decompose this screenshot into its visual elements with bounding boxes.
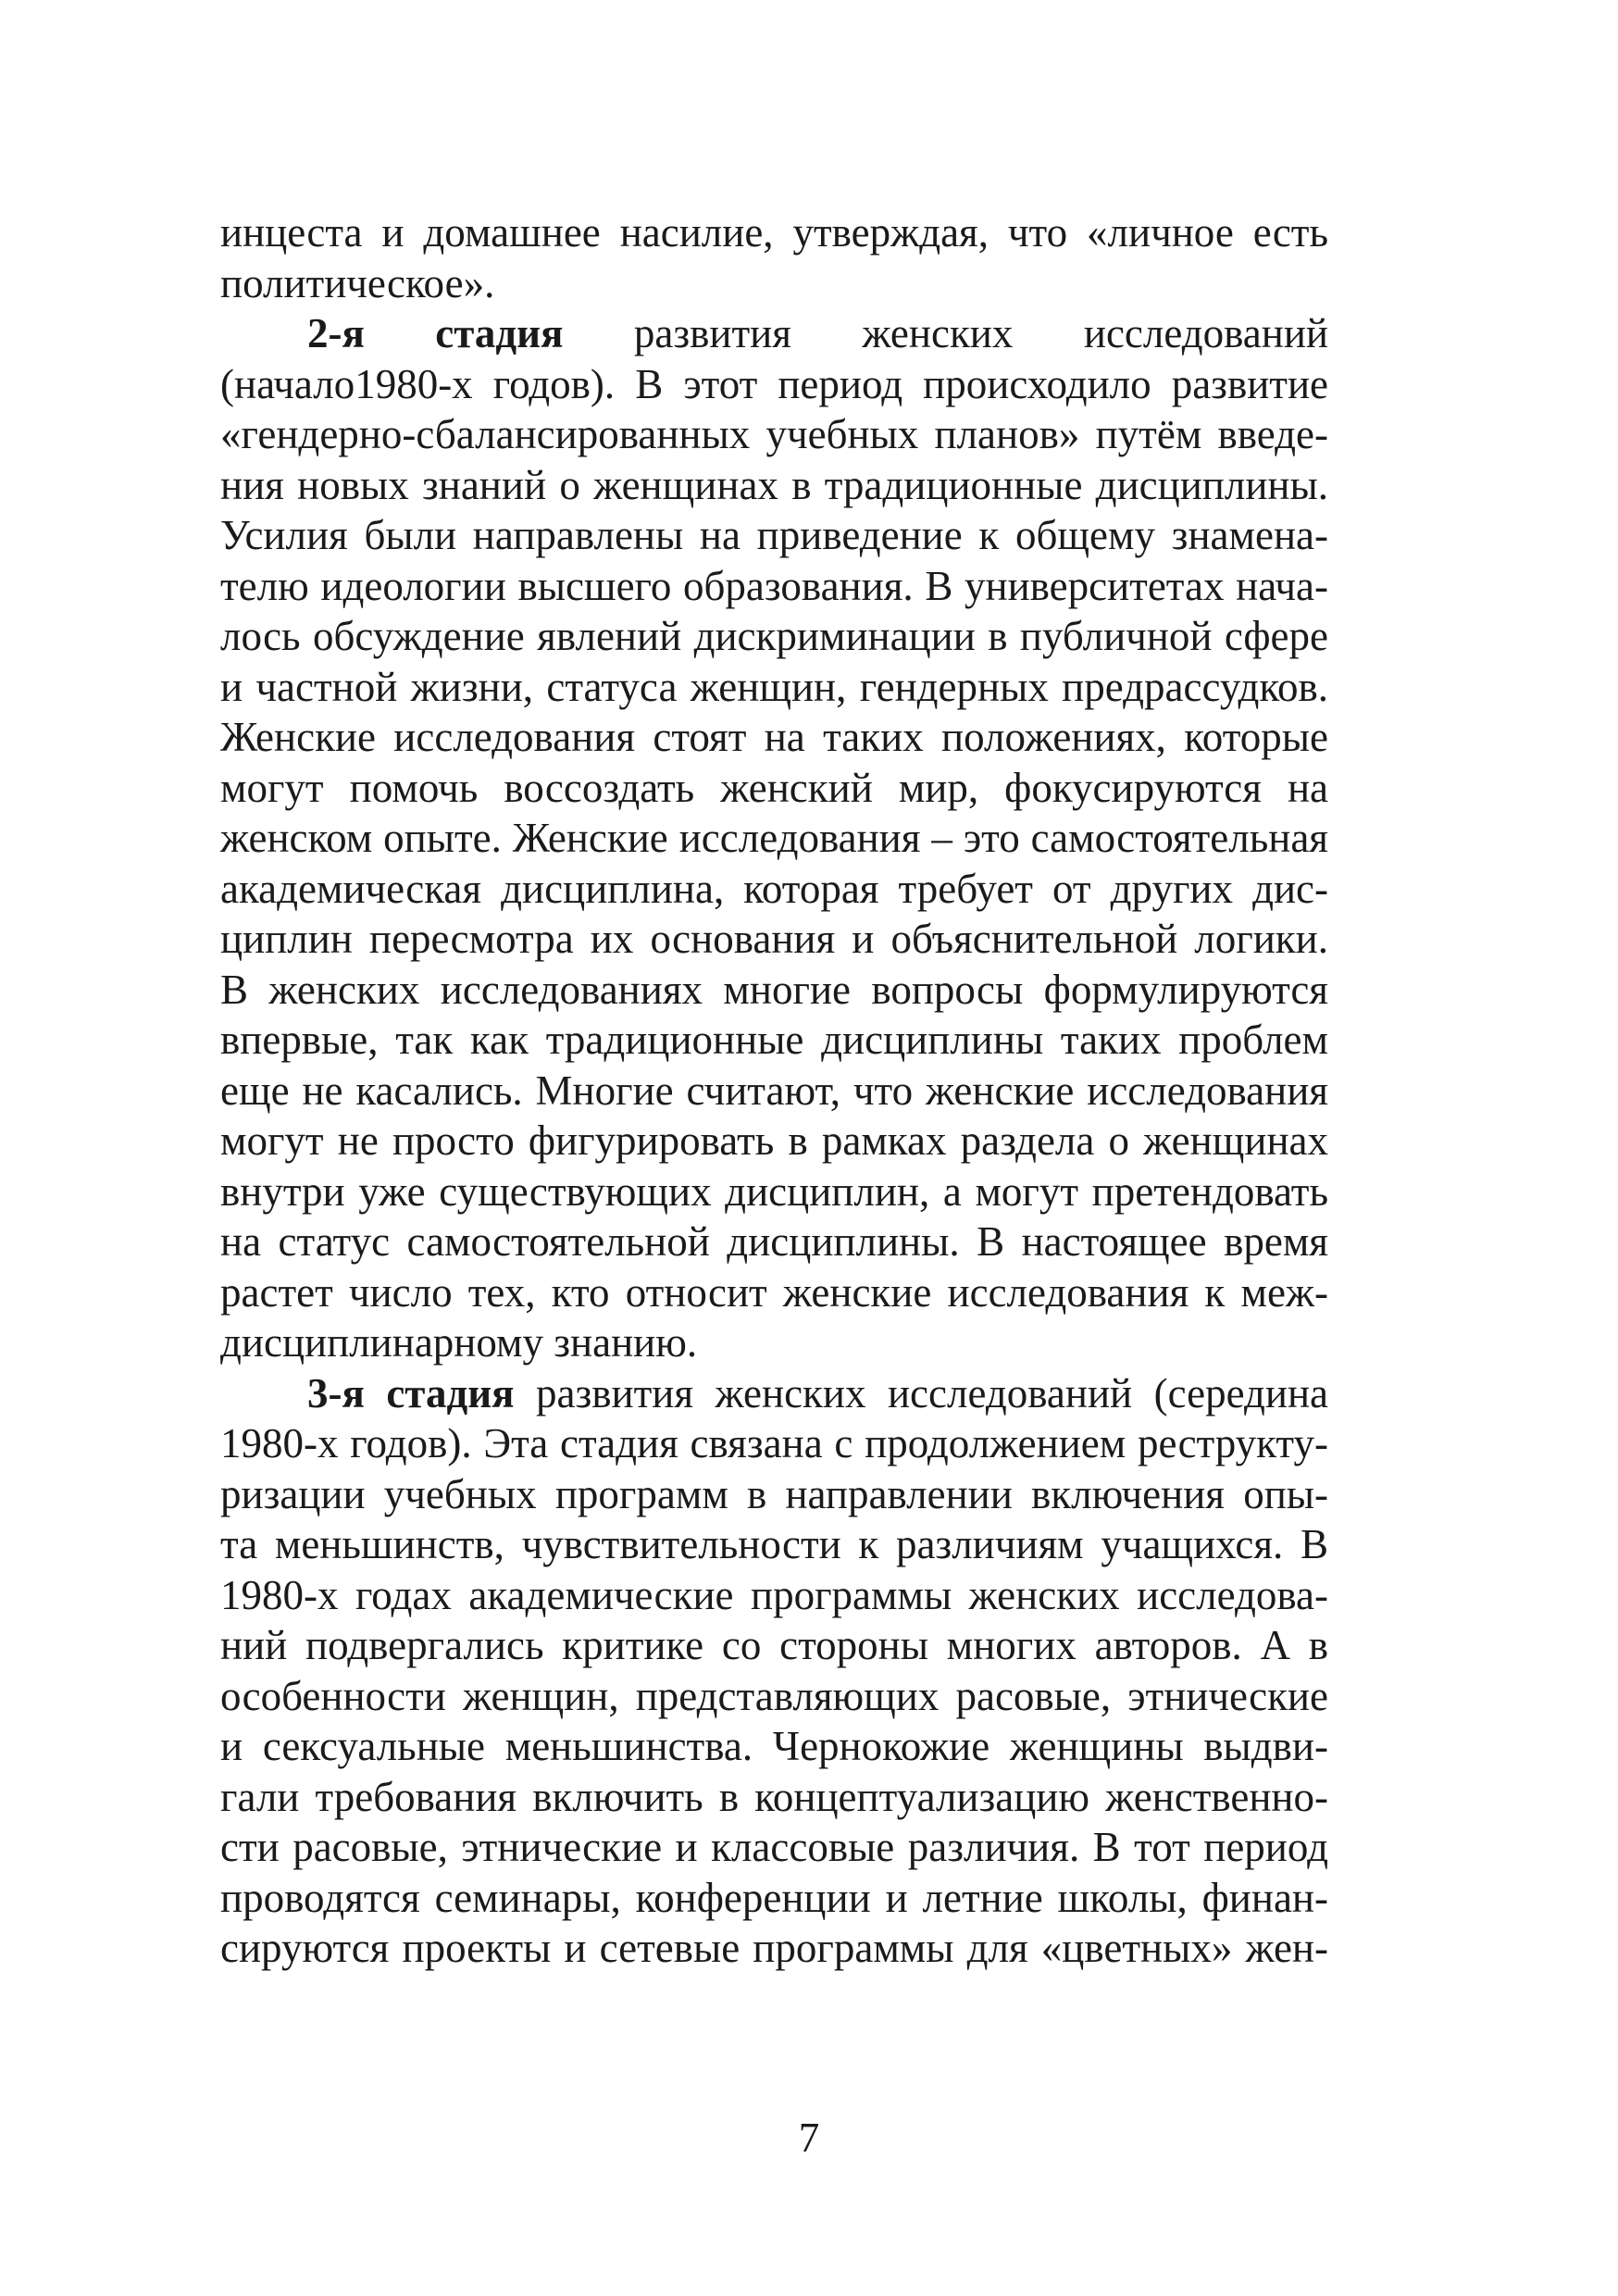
text-line: на статус самостоятельной дисциплины. В настоящее время — [220, 1218, 1328, 1265]
text-line: сируются проекты и сетевые программы для «цветных» жен- — [220, 1925, 1328, 1971]
text-line: еще не касались. Многие считают, что женские исследования — [220, 1067, 1328, 1114]
text-line: сти расовые, этнические и классовые различия. В тот период — [220, 1824, 1328, 1870]
text-line: женском опыте. Женские исследования – это самостоятельная — [220, 815, 1328, 861]
text-line: политическое». — [220, 259, 495, 306]
text-line: и частной жизни, статуса женщин, гендерных предрассудков. — [220, 663, 1328, 710]
text-line: внутри уже существующих дисциплин, а могут претендовать — [220, 1167, 1328, 1215]
text-line: Женские исследования стоят на таких положениях, которые — [220, 714, 1328, 760]
text-line: растет число тех, кто относит женские исследования к меж- — [220, 1268, 1328, 1316]
text-line: 1980-х годов). Эта стадия связана с продолжением реструкту- — [220, 1420, 1328, 1466]
page-number: 7 — [798, 2115, 820, 2161]
text-line: особенности женщин, представляющих расовые, этнические — [220, 1672, 1328, 1719]
text-line: 1980-х годах академические программы женских исследова- — [220, 1571, 1328, 1618]
text-line: инцеста и домашнее насилие, утверждая, что «личное есть — [220, 209, 1328, 256]
text-line: (начало1980-х годов). В этот период происходило развитие — [220, 360, 1328, 407]
text-line: могут помочь воссоздать женский мир, фокусируются на — [220, 764, 1328, 811]
text-fragment: развития женских исследований — [563, 310, 1328, 356]
text-line: академическая дисциплина, которая требует от других дис- — [220, 865, 1328, 912]
text-fragment: развития женских исследований (середина — [514, 1369, 1328, 1416]
text-line: гали требования включить в концептуализацию женственно- — [220, 1773, 1328, 1820]
text-line: и сексуальные меньшинства. Чернокожие женщины выдви- — [220, 1723, 1328, 1769]
text-line: дисциплинарному знанию. — [220, 1319, 698, 1366]
text-line: В женских исследованиях многие вопросы формулируются — [220, 966, 1328, 1013]
text-line: та меньшинств, чувствительности к различиям учащихся. В — [220, 1521, 1328, 1567]
stage-heading: 3-я стадия — [307, 1369, 515, 1416]
text-line: лось обсуждение явлений дискриминации в публичной сфере — [220, 613, 1328, 659]
text-line: проводятся семинары, конференции и летние школы, финан- — [220, 1874, 1328, 1921]
text-line: ризации учебных программ в направлении включения опы- — [220, 1470, 1328, 1517]
text-line: «гендерно-сбалансированных учебных планов» путём введе- — [220, 411, 1328, 457]
body-text — [220, 207, 1328, 1974]
stage-heading: 2-я стадия — [307, 310, 564, 356]
text-line: Усилия были направлены на приведение к общему знамена- — [220, 512, 1328, 558]
text-line: впервые, так как традиционные дисциплины таких проблем — [220, 1017, 1328, 1063]
text-line — [220, 308, 1328, 359]
text-line: телю идеологии высшего образования. В университетах нача- — [220, 562, 1328, 609]
text-line: могут не просто фигурировать в рамках раздела о женщинах — [220, 1117, 1328, 1164]
text-line: циплин пересмотра их основания и объяснительной логики. — [220, 916, 1328, 962]
text-line — [220, 1368, 1328, 1419]
text-line: ния новых знаний о женщинах в традиционные дисциплины. — [220, 461, 1328, 508]
text-line: ний подвергались критике со стороны многих авторов. А в — [220, 1622, 1328, 1668]
